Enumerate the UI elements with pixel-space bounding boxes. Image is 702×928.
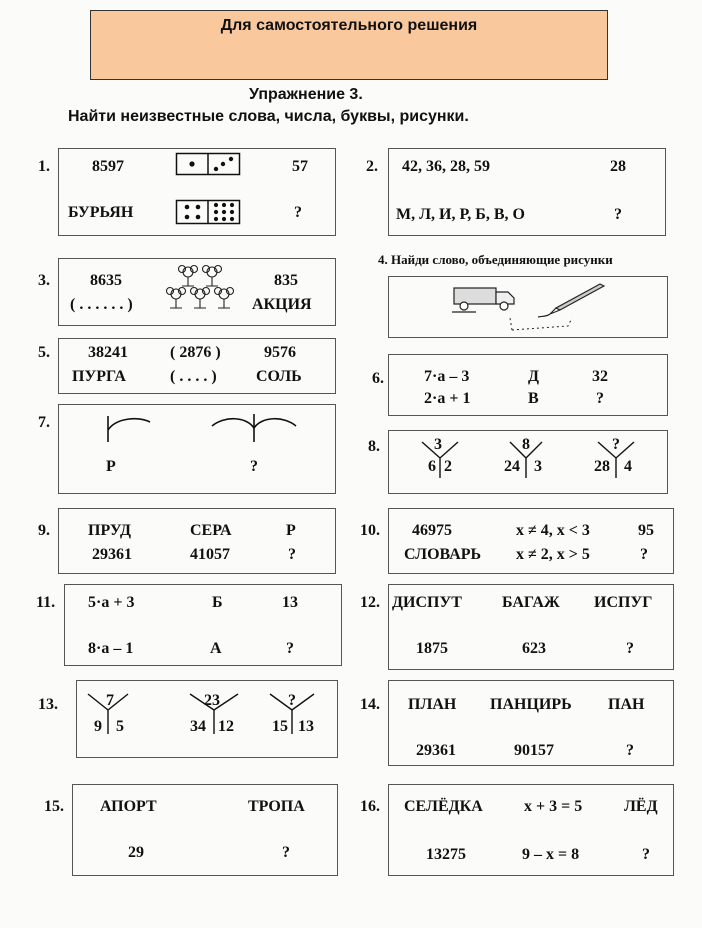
task-8-value: 2 [444, 458, 452, 475]
task-13-value: ? [288, 692, 296, 709]
task-6-cell: Д [528, 368, 540, 385]
task-14-cell: ? [626, 742, 634, 759]
task-7-cell: Р [106, 458, 116, 475]
task-number: 8. [368, 438, 380, 455]
task-6-cell: В [528, 390, 539, 407]
task-number: 11. [36, 594, 56, 611]
task-14-cell: ПАН [608, 696, 645, 713]
task-11-cell: 8·а – 1 [88, 640, 134, 657]
task-16-cell: 9 – x = 8 [522, 846, 580, 863]
fountain-pen-icon [538, 284, 608, 318]
task-1-cell: БУРЬЯН [68, 204, 134, 221]
task-13-value: 34 [190, 718, 206, 735]
task-3-cell: ( . . . . . . ) [70, 296, 133, 313]
task-8-value: 3 [534, 458, 542, 475]
task-14-cell: 29361 [416, 742, 456, 759]
task-number: 7. [38, 414, 50, 431]
task-9-box [58, 508, 336, 574]
task-13-value: 15 [272, 718, 288, 735]
task-10-cell: 46975 [412, 522, 452, 539]
task-14-cell: 90157 [514, 742, 554, 759]
task-3-cell: АКЦИЯ [252, 296, 312, 313]
task-10-cell: 95 [638, 522, 654, 539]
task-10-cell: x ≠ 2, x > 5 [516, 546, 590, 563]
arc-glyph-icon [98, 410, 158, 446]
domino-icon [176, 200, 240, 224]
task-8-value: 8 [522, 436, 530, 453]
task-11-cell: ? [286, 640, 294, 657]
arc-glyph-icon [208, 410, 300, 446]
domino-icon [176, 153, 240, 175]
task-11-cell: А [210, 640, 222, 657]
dotted-line-icon [508, 316, 574, 332]
task-10-cell: ? [640, 546, 648, 563]
task-2-cell: М, Л, И, Р, Б, В, О [396, 206, 525, 223]
exercise-title: Упражнение 3. [249, 86, 363, 103]
task-13-value: 5 [116, 718, 124, 735]
task-9-cell: 29361 [92, 546, 132, 563]
task-number: 16. [360, 798, 380, 815]
task-16-cell: x + 3 = 5 [524, 798, 583, 815]
task-3-cell: 8635 [90, 272, 122, 289]
task-13-value: 23 [204, 692, 220, 709]
task-15-cell: АПОРТ [100, 798, 157, 815]
task-number: 1. [38, 158, 50, 175]
task-8-value: 4 [624, 458, 632, 475]
task-4-title: 4. Найди слово, объединяющие рисунки [378, 252, 613, 267]
task-5-cell: СОЛЬ [256, 368, 302, 385]
instruction-text: Найти неизвестные слова, числа, буквы, рисунки. [68, 108, 469, 125]
task-16-cell: ? [642, 846, 650, 863]
task-number: 12. [360, 594, 380, 611]
task-8-value: ? [612, 436, 620, 453]
task-11-cell: 5·а + 3 [88, 594, 135, 611]
task-5-cell: ПУРГА [72, 368, 126, 385]
task-14-cell: ПЛАН [408, 696, 457, 713]
task-number: 14. [360, 696, 380, 713]
task-8-value: 3 [434, 436, 442, 453]
task-15-cell: 29 [128, 844, 144, 861]
title-banner [90, 10, 608, 80]
task-12-cell: БАГАЖ [502, 594, 560, 611]
task-9-cell: Р [286, 522, 296, 539]
task-2-cell: ? [614, 206, 622, 223]
truck-icon [452, 284, 522, 314]
task-number: 15. [44, 798, 64, 815]
task-12-cell: 1875 [416, 640, 448, 657]
task-10-cell: СЛОВАРЬ [404, 546, 482, 563]
task-10-cell: x ≠ 4, x < 3 [516, 522, 590, 539]
task-13-value: 13 [298, 718, 314, 735]
task-5-cell: ( 2876 ) [170, 344, 221, 361]
task-15-cell: ? [282, 844, 290, 861]
task-9-cell: ПРУД [88, 522, 131, 539]
banner-title: Для самостоятельного решения [220, 17, 478, 34]
task-13-value: 12 [218, 718, 234, 735]
task-6-cell: 32 [592, 368, 608, 385]
task-13-value: 7 [106, 692, 114, 709]
task-8-value: 24 [504, 458, 520, 475]
task-2-cell: 28 [610, 158, 626, 175]
task-number: 13. [38, 696, 58, 713]
task-8-value: 6 [428, 458, 436, 475]
task-number: 10. [360, 522, 380, 539]
task-10-box [388, 508, 674, 574]
task-number: 6. [372, 370, 384, 387]
task-9-cell: 41057 [190, 546, 230, 563]
task-number: 3. [38, 272, 50, 289]
task-5-cell: 38241 [88, 344, 128, 361]
task-14-cell: ПАНЦИРЬ [490, 696, 572, 713]
task-6-cell: ? [596, 390, 604, 407]
task-1-cell: 8597 [92, 158, 124, 175]
task-16-cell: СЕЛЁДКА [404, 798, 483, 815]
task-number: 9. [38, 522, 50, 539]
task-8-value: 28 [594, 458, 610, 475]
task-16-cell: 13275 [426, 846, 466, 863]
task-5-cell: ( . . . . ) [170, 368, 217, 385]
task-12-cell: 623 [522, 640, 546, 657]
task-13-value: 9 [94, 718, 102, 735]
task-12-cell: ? [626, 640, 634, 657]
task-11-cell: 13 [282, 594, 298, 611]
task-12-cell: ДИСПУТ [392, 594, 462, 611]
task-1-cell: 57 [292, 158, 308, 175]
task-2-cell: 42, 36, 28, 59 [402, 158, 490, 175]
task-9-cell: ? [288, 546, 296, 563]
task-3-cell: 835 [274, 272, 298, 289]
task-16-cell: ЛЁД [624, 798, 658, 815]
task-9-cell: СЕРА [190, 522, 232, 539]
task-6-cell: 7·а – 3 [424, 368, 470, 385]
task-6-cell: 2·а + 1 [424, 390, 471, 407]
task-7-cell: ? [250, 458, 258, 475]
task-1-cell: ? [294, 204, 302, 221]
task-15-cell: ТРОПА [248, 798, 305, 815]
task-number: 2. [366, 158, 378, 175]
task-11-cell: Б [212, 594, 223, 611]
task-5-cell: 9576 [264, 344, 296, 361]
task-12-cell: ИСПУГ [594, 594, 653, 611]
task-number: 5. [38, 344, 50, 361]
flower-cluster-icon [166, 262, 242, 320]
